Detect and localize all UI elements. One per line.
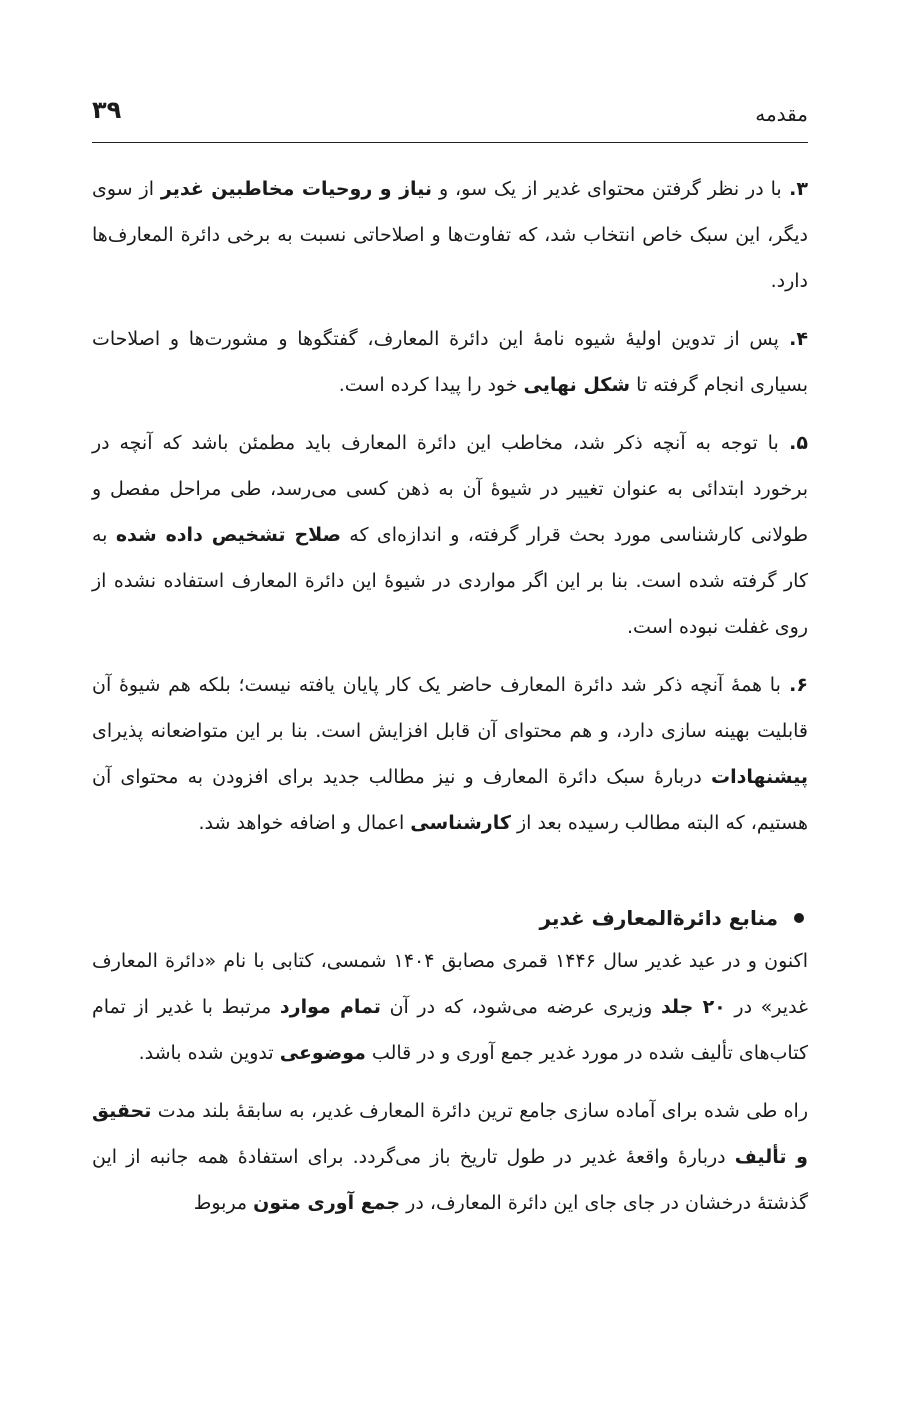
text-run: از سوی دیگر، این سبک خاص انتخاب شد، که تفاوت‌ها و اصلاحاتی نسبت به برخی دائرة المعارف‌ها دارد. — [92, 178, 808, 292]
bold-text-run: موضوعی — [279, 1042, 366, 1064]
text-run: دربارهٔ واقعهٔ غدیر در طول تاریخ باز می‌گردد. برای استفادهٔ همه جانبه از این گذشتهٔ درخشان در جای جای این دائرة المعارف، در — [92, 1146, 808, 1214]
text-run: وزیری عرضه می‌شود، که در آن — [380, 996, 661, 1018]
bold-text-run: ۳. — [781, 178, 808, 200]
running-header-title: مقدمه — [755, 102, 808, 126]
text-run: با همهٔ آنچه ذکر شد دائرة المعارف حاضر یک کار پایان یافته نیست؛ بلکه هم شیوهٔ آن قابلیت بهینه سازی دارد، و هم محتوای آن قابل افزایش است. بنا بر این متواضعانه پذیرای — [92, 674, 808, 742]
bold-text-run: پیشنهادات — [710, 766, 808, 788]
text-run: مربوط — [193, 1192, 254, 1214]
bold-text-run: تحقیق و تألیف — [92, 1100, 808, 1168]
bold-text-run: شکل نهایی — [523, 374, 631, 396]
text-run: به کار گرفته شده است. بنا بر این اگر مواردی در شیوهٔ این دائرة المعارف استفاده نشده از روی غفلت نبوده است. — [92, 524, 808, 638]
text-run: اکنون و در عید غدیر سال ۱۴۴۶ قمری مصابق ۱۴۰۴ شمسی، کتابی با نام «دائرة المعارف غدیر» در — [92, 950, 808, 1018]
section-paragraph-1 — [92, 938, 808, 1076]
bold-text-run: کارشناسی — [410, 812, 511, 834]
bold-text-run: ۲۰ جلد — [660, 996, 726, 1018]
bold-text-run: ۴. — [778, 328, 808, 350]
paragraph-4 — [92, 316, 808, 408]
text-run: با توجه به آنچه ذکر شد، مخاطب این دائرة المعارف باید مطمئن باشد که آنچه در برخورد ابتدائی به عنوان تغییر در شیوهٔ آن به ذهن کسی می‌رسد، طی مراحل مفصل و طولانی کارشناسی مورد بحث قرار گرفته، و اندازه‌ای که — [92, 432, 808, 546]
paragraph-6 — [92, 662, 808, 846]
bold-text-run: ۶. — [780, 674, 808, 696]
paragraph-5 — [92, 420, 808, 650]
text-run: مرتبط با غدیر از تمام کتاب‌های تألیف شده در مورد غدیر جمع آوری و در قالب — [92, 996, 808, 1064]
page-body — [92, 166, 808, 1238]
text-run: با در نظر گرفتن محتوای غدیر از یک سو، و — [432, 178, 782, 200]
page-number: ۳۹ — [92, 96, 122, 124]
text-run: اعمال و اضافه خواهد شد. — [198, 812, 411, 834]
text-run: خود را پیدا کرده است. — [338, 374, 524, 396]
section-paragraph-2 — [92, 1088, 808, 1226]
bullet-icon — [794, 913, 804, 923]
bold-text-run: ۵. — [778, 432, 808, 454]
bold-text-run: نیاز و روحیات مخاطبین غدیر — [160, 178, 433, 200]
page-header — [92, 96, 808, 136]
bold-text-run: جمع آوری متون — [253, 1192, 401, 1214]
text-run: دربارهٔ سبک دائرة المعارف و نیز مطالب جدید برای افزودن به محتوای آن هستیم، که البته مطالب رسیده بعد از — [92, 766, 808, 834]
text-run: تدوین شده باشد. — [138, 1042, 280, 1064]
paragraph-3 — [92, 166, 808, 304]
text-run: راه طی شده برای آماده سازی جامع ترین دائرة المعارف غدیر، به سابقهٔ بلند مدت — [151, 1100, 808, 1122]
bold-text-run: تمام موارد — [279, 996, 381, 1018]
sources-section — [92, 898, 808, 1226]
header-rule — [92, 142, 808, 143]
section-heading-text: منابع دائرةالمعارف غدیر — [539, 906, 778, 930]
text-run: پس از تدوین اولیهٔ شیوه نامهٔ این دائرة المعارف، گفتگوها و مشورت‌ها و اصلاحات بسیاری انجام گرفته تا — [92, 328, 808, 396]
bold-text-run: صلاح تشخیص داده شده — [115, 524, 341, 546]
section-heading — [92, 898, 808, 938]
